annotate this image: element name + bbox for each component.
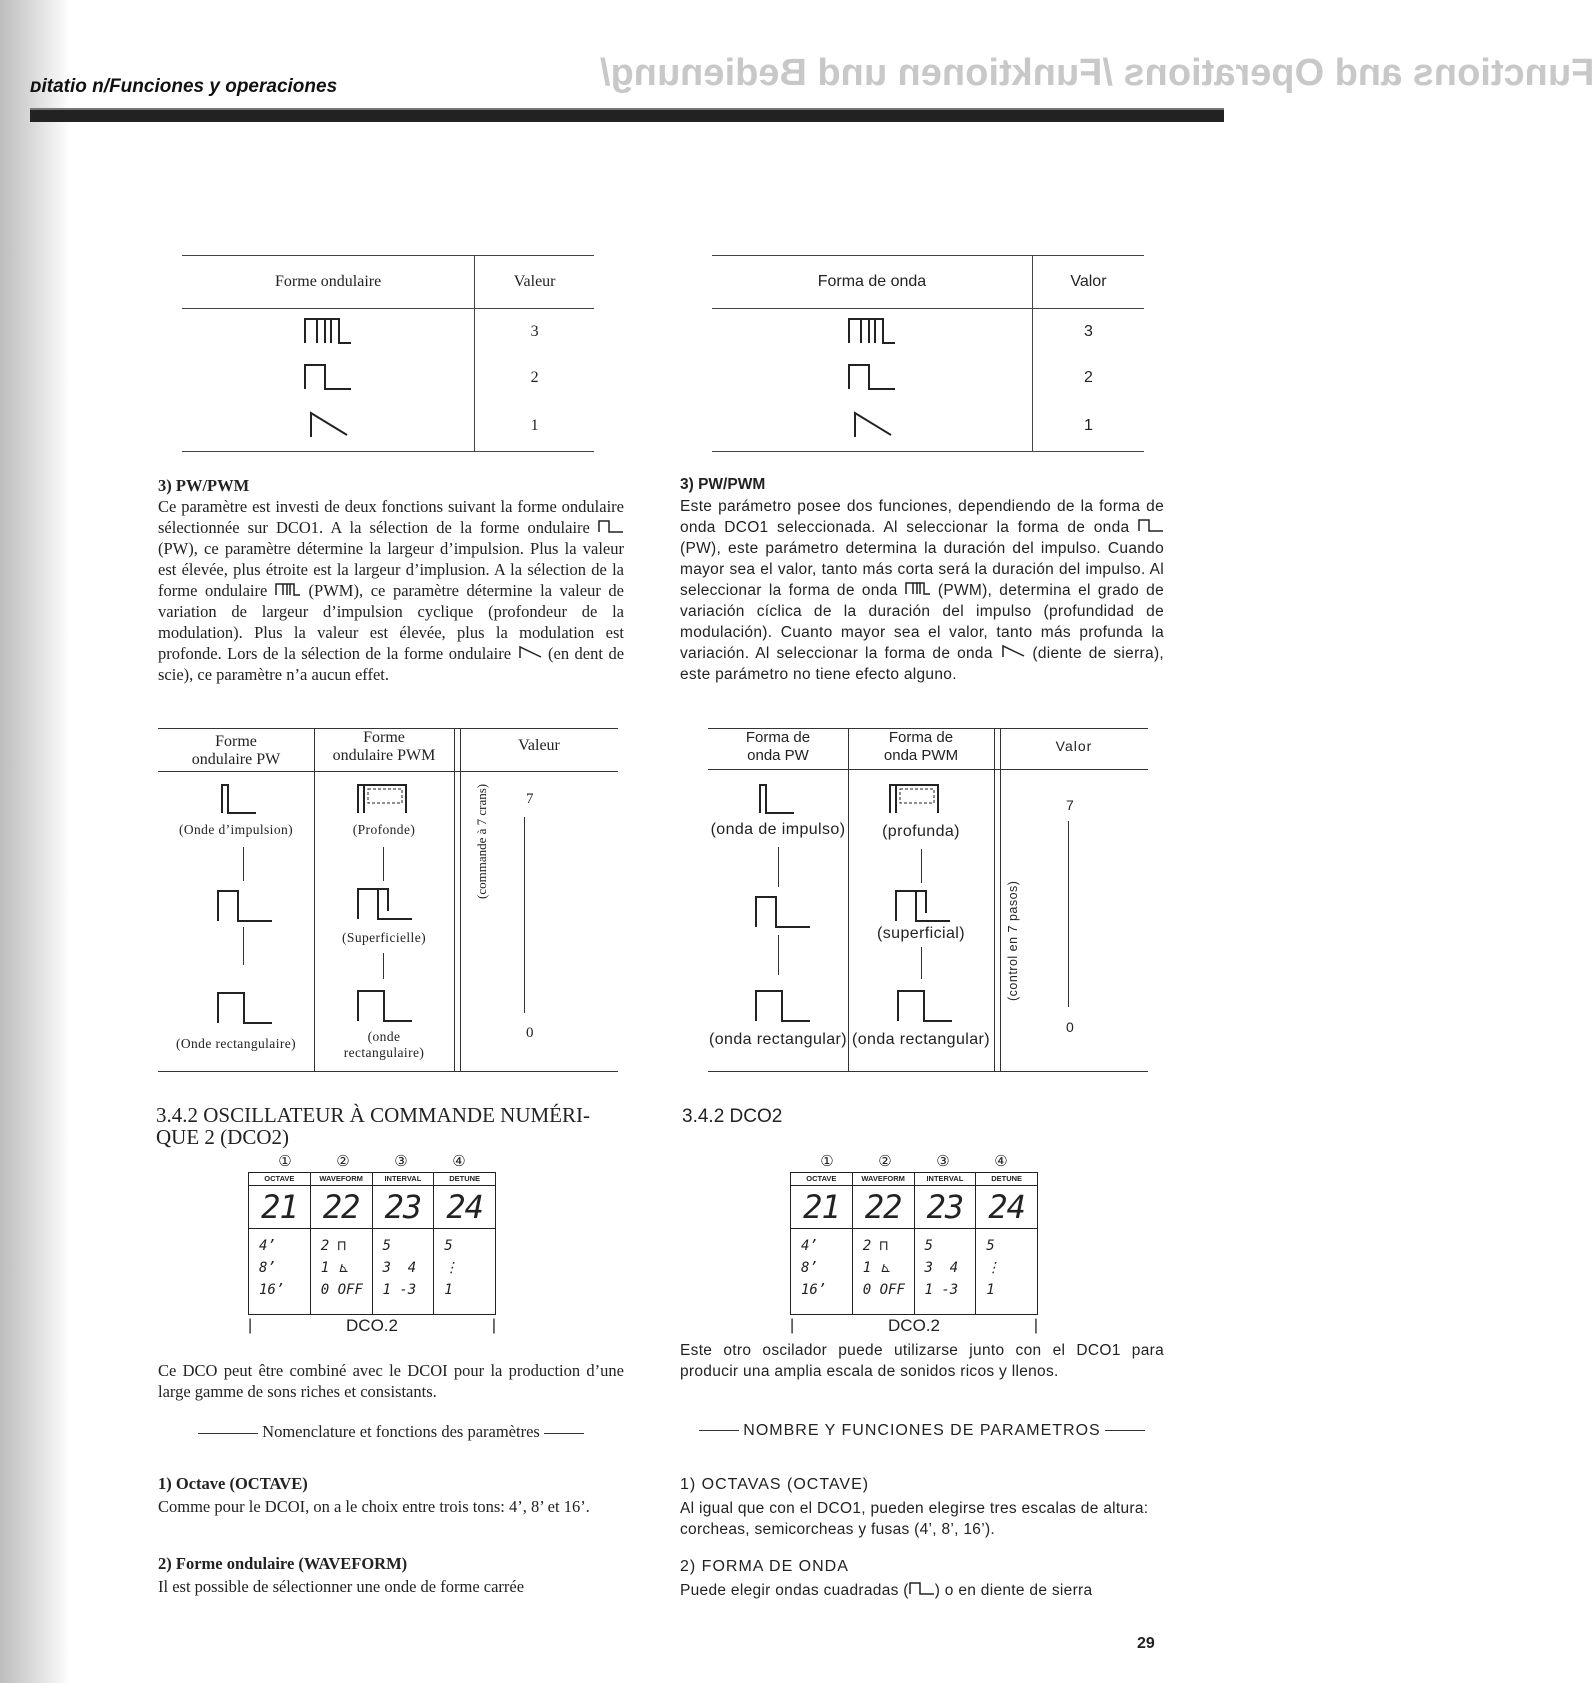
table-row <box>712 355 1144 401</box>
value-cell: 3 <box>1032 309 1144 356</box>
square-wave-icon <box>598 519 624 533</box>
col-header-pw: Forma de onda PW <box>745 729 811 764</box>
dco2-panel-es <box>790 1152 1038 1337</box>
waveform-table-es <box>712 255 1144 452</box>
param2-text-fr: Il est possible de sélectionner une onde de forme carrée <box>158 1577 525 1596</box>
col-header-value: Valor <box>1032 256 1144 309</box>
sawtooth-wave-icon <box>847 409 897 439</box>
square-wave-icon <box>847 361 897 391</box>
pwm-top-label: (Profonde) <box>352 822 416 837</box>
section-title-es: 3.4.2 DCO2 <box>682 1106 783 1127</box>
col-header-value: Valeur <box>475 256 594 309</box>
square-wave-icon <box>909 1581 935 1595</box>
page-number: 29 <box>1137 1635 1155 1652</box>
pw-pwm-table-es <box>708 728 1148 1072</box>
square-pulse-icon <box>214 989 274 1025</box>
pwm-bottom-label: (onda rectangular) <box>852 1031 990 1048</box>
value-cell: 1 <box>475 401 594 452</box>
table-row <box>182 355 594 401</box>
col-header-value: Valeur <box>518 737 560 754</box>
table-row <box>712 309 1144 356</box>
param-codes: 21 22 23 24 <box>791 1186 1037 1229</box>
narrow-pulse-icon <box>218 781 258 815</box>
bleed-through-title: Functions and Operations /Funktionen und Bedienung/ <box>600 52 1594 94</box>
value-cell: 1 <box>1032 401 1144 452</box>
sawtooth-wave-icon <box>517 645 543 659</box>
param-values: 4’ 8’ 16’ 2 ⊓ 1 ⊾ 0 OFF 5 3 4 1 -3 5 ⋮ 1 <box>791 1229 1037 1314</box>
pw-text-es: Este parámetro posee dos funciones, dependiendo de la forma de onda DCO1 seleccionada. Al seleccionar la forma de onda (PW), este parámetro determina la duración del impulso. Cuando mayor sea el valor, tanto más corta será la duración del impulso. Al seleccionar la forma de onda (PWM), determina el grado de variación cíclica de la duración del impulso (profundidad de modulación). Cuanto mayor sea el valor, tanto más profunda la variación. Al seleccionar la forma de onda (diente de sierra), este parámetro no tiene efecto alguno. <box>680 498 1165 683</box>
nomenclature-heading-fr: Nomenclature et fonctions des paramètres <box>158 1422 624 1442</box>
medium-pulse-icon <box>752 893 812 929</box>
square-wave-icon <box>1138 518 1164 532</box>
header-rule <box>30 110 1224 122</box>
table-row <box>712 401 1144 452</box>
col-header-value: Valor <box>1055 738 1093 754</box>
param2-heading-fr: 2) Forme ondulaire (WAVEFORM) <box>158 1554 408 1573</box>
value-cell: 2 <box>1032 355 1144 401</box>
pw-bottom-label: (onda rectangular) <box>709 1031 847 1048</box>
header-title: ᴅitatio n/Funciones y operaciones <box>30 76 338 97</box>
pwm-mid-label: (Superficielle) <box>342 930 426 945</box>
dco2-panel-fr <box>248 1152 496 1337</box>
param1-heading-fr: 1) Octave (OCTAVE) <box>158 1474 308 1493</box>
pwm-shallow-icon <box>354 885 414 921</box>
table-row <box>182 401 594 452</box>
sawtooth-wave-icon <box>303 409 353 439</box>
pwm-wave-icon <box>303 315 353 345</box>
pwm-wave-icon <box>905 581 931 595</box>
dco-footer: | DCO.2 | <box>790 1315 1038 1337</box>
param-codes: 21 22 23 24 <box>249 1186 495 1229</box>
pwm-bottom-label: (onde rectangulaire) <box>343 1029 425 1060</box>
col-header-waveform: Forme ondulaire <box>182 256 475 309</box>
pw-heading-fr: 3) PW/PWM <box>158 476 250 495</box>
narrow-pulse-icon <box>756 781 796 815</box>
param1-text-fr: Comme pour le DCOI, on a le choix entre trois tons: 4’, 8’ et 16’. <box>158 1497 590 1516</box>
param2-heading-es: 2) FORMA DE ONDA <box>680 1558 849 1575</box>
section-title-fr: 3.4.2 OSCILLATEUR À COMMANDE NUMÉRI-QUE 2 (DCO2) <box>156 1103 590 1149</box>
value-min: 0 <box>526 1025 534 1041</box>
pwm-deep-icon <box>886 779 946 815</box>
pwm-top-label: (profunda) <box>882 823 960 840</box>
param2-text-es: Puede elegir ondas cuadradas ( ) o en diente de sierra <box>680 1582 1093 1599</box>
medium-pulse-icon <box>214 887 274 923</box>
sawtooth-wave-icon <box>1000 644 1026 658</box>
pwm-wave-icon <box>847 315 897 345</box>
pw-top-label: (Onde d’impulsion) <box>178 822 294 837</box>
value-cell: 2 <box>475 355 594 401</box>
param1-text-es: Al igual que con el DCO1, pueden elegirse tres escalas de altura: corcheas, semicorcheas y fusas (4’, 8’, 16’). <box>680 1500 1149 1538</box>
col-header-pw: Forme ondulaire PW <box>191 733 281 768</box>
pw-bottom-label: (Onde rectangulaire) <box>175 1036 297 1051</box>
param-values: 4’ 8’ 16’ 2 ⊓ 1 ⊾ 0 OFF 5 3 4 1 -3 5 ⋮ 1 <box>249 1229 495 1314</box>
nomenclature-heading-es: NOMBRE Y FUNCIONES DE PARAMETROS <box>680 1422 1164 1440</box>
param1-heading-es: 1) OCTAVAS (OCTAVE) <box>680 1476 870 1493</box>
vertical-scale-label: (commande à 7 crans) <box>474 783 489 899</box>
param-labels: OCTAVE WAVEFORM INTERVAL DETUNE <box>791 1173 1037 1186</box>
value-min: 0 <box>1066 1019 1074 1035</box>
square-pulse-icon <box>894 987 954 1023</box>
col-header-pwm: Forma de onda PWM <box>883 729 959 764</box>
col-header-waveform: Forma de onda <box>712 256 1032 309</box>
dco-text-es: Este otro oscilador puede utilizarse junto con el DCO1 para producir una amplia escala de sonidos ricos y llenos. <box>680 1342 1164 1380</box>
pwm-deep-icon <box>354 779 414 815</box>
page-header <box>0 52 1594 130</box>
value-max: 7 <box>1066 797 1074 813</box>
book-spine-shadow <box>0 0 70 1683</box>
dco-footer: | DCO.2 | <box>248 1315 496 1337</box>
pwm-wave-icon <box>275 582 301 596</box>
pwm-shallow-icon <box>892 887 952 923</box>
waveform-table-fr <box>182 255 594 452</box>
pw-heading-es: 3) PW/PWM <box>680 476 766 493</box>
pw-pwm-table-fr <box>158 728 618 1072</box>
pw-top-label: (onda de impulso) <box>710 821 846 838</box>
dco-text-fr: Ce DCO peut être combiné avec le DCOI pour la production d’une large gamme de sons riches et consistants. <box>158 1361 624 1401</box>
vertical-scale-label: (control en 7 pasos) <box>1006 880 1020 1001</box>
square-wave-icon <box>303 361 353 391</box>
square-pulse-icon <box>752 987 812 1023</box>
pw-text-fr: Ce paramètre est investi de deux fonctions suivant la forme ondulaire sélectionnée sur DCO1. A la sélection de la forme ondulaire (PW), ce paramètre détermine la largeur d’impulsion. Plus la valeur est élevée, plus étroite est la largeur d’implusion. A la sélection de la forme ondulaire (PWM), ce paramètre détermine la valeur de variation de largeur d’impulsion cyclique (profondeur de la modulation). Plus la valeur est élevée, plus la modulation est profonde. Lors de la sélection de la forme ondulaire (en dent de scie), ce paramètre n’a aucun effet. <box>158 497 625 684</box>
param-numbers: ① ② ③ ④ <box>278 1154 466 1170</box>
table-row <box>182 309 594 356</box>
col-header-pwm: Forme ondulaire PWM <box>332 729 436 764</box>
square-pulse-icon <box>354 987 414 1023</box>
value-cell: 3 <box>475 309 594 356</box>
pwm-mid-label: (superficial) <box>877 925 965 942</box>
value-max: 7 <box>526 791 534 807</box>
param-labels: OCTAVE WAVEFORM INTERVAL DETUNE <box>249 1173 495 1186</box>
param-numbers: ① ② ③ ④ <box>820 1154 1008 1170</box>
